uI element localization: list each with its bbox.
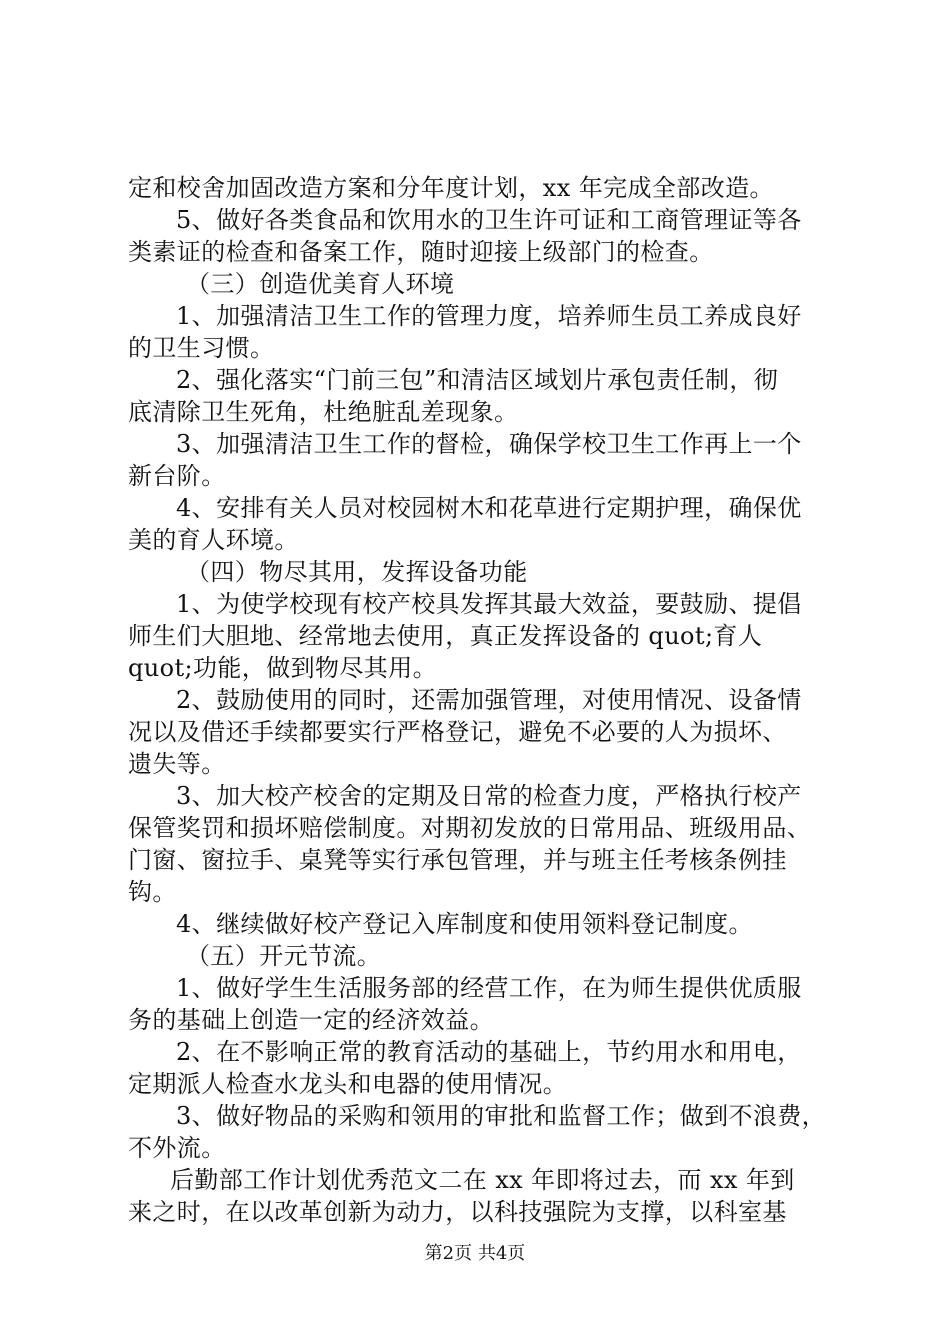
page-footer: 第2页 共4页 <box>424 1243 526 1264</box>
text-line: 务的基础上创造一定的经济效益。 <box>128 1006 494 1034</box>
text-line: 3、加大校产校舍的定期及日常的检查力度，严格执行校产 <box>176 782 802 810</box>
text-line: 2、鼓励使用的同时，还需加强管理，对使用情况、设备情 <box>176 686 802 714</box>
text-line: 定期派人检查水龙头和电器的使用情况。 <box>128 1070 568 1098</box>
text-line: 2、强化落实“门前三包”和清洁区域划片承包责任制，彻 <box>176 366 779 394</box>
text-line: （三）创造优美育人环境 <box>186 270 455 298</box>
text-line: 底清除卫生死角，杜绝脏乱差现象。 <box>128 398 519 426</box>
text-line: （四）物尽其用，发挥设备功能 <box>186 558 528 586</box>
text-line: 1、加强清洁卫生工作的管理力度，培养师生员工养成良好 <box>176 302 802 330</box>
text-line: 4、继续做好校产登记入库制度和使用领料登记制度。 <box>176 910 753 938</box>
text-line: 定和校舍加固改造方案和分年度计划，xx 年完成全部改造。 <box>128 174 774 202</box>
text-line: 门窗、窗拉手、桌凳等实行承包管理，并与班主任考核条例挂 <box>128 846 787 874</box>
text-line: 遗失等。 <box>128 750 226 778</box>
text-line: 师生们大胆地、经常地去使用，真正发挥设备的 quot;育人 <box>128 622 763 650</box>
text-line: 4、安排有关人员对校园树木和花草进行定期护理，确保优 <box>176 494 802 522</box>
text-line: 来之时，在以改革创新为动力，以科技强院为支撑，以科室基 <box>128 1198 787 1226</box>
text-line: 5、做好各类食品和饮用水的卫生许可证和工商管理证等各 <box>176 206 802 234</box>
text-line: 3、做好物品的采购和领用的审批和监督工作；做到不浪费， <box>176 1102 827 1130</box>
text-line: 类素证的检查和备案工作，随时迎接上级部门的检查。 <box>128 238 714 266</box>
text-line: （五）开元节流。 <box>186 942 382 970</box>
text-line: 的卫生习惯。 <box>128 334 275 362</box>
text-line: 1、为使学校现有校产校具发挥其最大效益，要鼓励、提倡 <box>176 590 802 618</box>
text-line: 保管奖罚和损坏赔偿制度。对期初发放的日常用品、班级用品、 <box>128 814 812 842</box>
text-line: quot;功能，做到物尽其用。 <box>128 654 437 682</box>
text-line: 3、加强清洁卫生工作的督检，确保学校卫生工作再上一个 <box>176 430 802 458</box>
text-line: 2、在不影响正常的教育活动的基础上，节约用水和用电， <box>176 1038 802 1066</box>
text-line: 新台阶。 <box>128 462 226 490</box>
text-line: 钩。 <box>128 878 177 906</box>
text-line: 况以及借还手续都要实行严格登记，避免不必要的人为损坏、 <box>128 718 787 746</box>
body-text <box>128 172 838 1228</box>
text-line: 后勤部工作计划优秀范文二在 xx 年即将过去，而 xx 年到 <box>170 1166 795 1194</box>
text-line: 美的育人环境。 <box>128 526 299 554</box>
text-line: 1、做好学生生活服务部的经营工作，在为师生提供优质服 <box>176 974 802 1002</box>
text-line: 不外流。 <box>128 1134 226 1162</box>
